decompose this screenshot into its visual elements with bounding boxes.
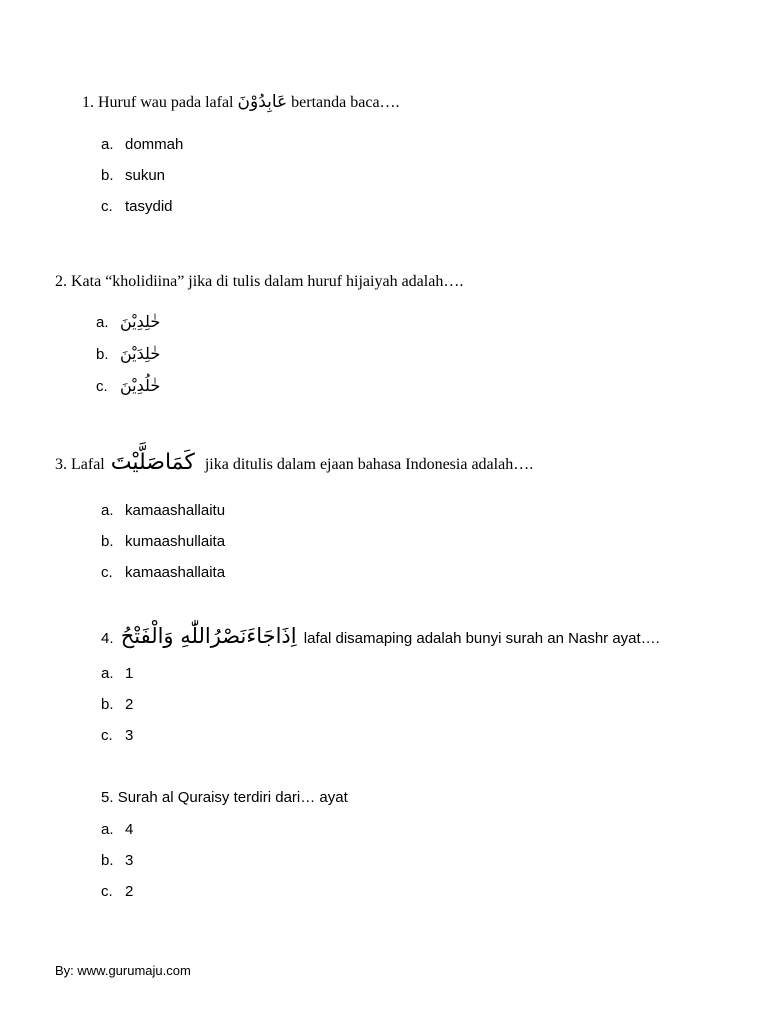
option-text: sukun: [125, 167, 166, 184]
option-label: a.: [96, 314, 109, 331]
option-5b: [101, 852, 133, 869]
option-label: b.: [101, 696, 114, 713]
option-label: a.: [101, 821, 114, 838]
question-text: Huruf wau pada lafal: [98, 94, 234, 111]
option-text: 4: [125, 821, 134, 838]
option-2c: [96, 376, 160, 395]
option-label: c.: [101, 727, 113, 744]
option-label: a.: [101, 665, 114, 682]
arabic-word: كَمَاصَلَّيْتَ: [110, 450, 195, 475]
option-label: b.: [101, 852, 114, 869]
option-4c: [101, 727, 133, 744]
question-text: lafal disamaping adalah bunyi surah an Nashr ayat….: [303, 630, 660, 647]
footer-credit: By: www.gurumaju.com: [55, 963, 191, 978]
option-label: b.: [101, 533, 114, 550]
option-2b: [96, 344, 160, 363]
question-1: [82, 92, 400, 112]
option-5c: [101, 883, 133, 900]
option-text: kumaashullaita: [125, 533, 226, 550]
option-label: b.: [96, 346, 109, 363]
question-number: 2.: [55, 273, 67, 290]
option-1b: [101, 167, 165, 184]
option-text: 3: [125, 852, 134, 869]
option-text: 3: [125, 727, 134, 744]
question-text: Lafal: [71, 456, 105, 473]
question-number: 1.: [82, 94, 94, 111]
option-3a: [101, 502, 225, 519]
arabic-word: عَابِدُوْنَ: [237, 92, 288, 112]
option-3c: [101, 564, 225, 581]
option-5a: [101, 821, 133, 838]
option-label: a.: [101, 502, 114, 519]
option-text: kamaashallaitu: [125, 502, 226, 519]
option-label: c.: [101, 198, 113, 215]
option-text: 1: [125, 665, 134, 682]
question-number: 4.: [101, 630, 114, 647]
option-text: kamaashallaita: [125, 564, 226, 581]
option-3b: [101, 533, 225, 550]
option-text: 2: [125, 883, 134, 900]
option-label: c.: [101, 883, 113, 900]
question-number: 3.: [55, 456, 67, 473]
question-3: [55, 450, 533, 475]
option-4b: [101, 696, 133, 713]
option-text: tasydid: [125, 198, 173, 215]
question-text: Kata “kholidiina” jika di tulis dalam huruf hijaiyah adalah….: [71, 273, 464, 290]
question-text: Surah al Quraisy terdiri dari… ayat: [117, 789, 348, 806]
option-label: c.: [101, 564, 113, 581]
option-text: خٰلِدِيْنَ: [120, 312, 161, 331]
option-4a: [101, 665, 133, 682]
option-text: dommah: [125, 136, 184, 153]
question-text: bertanda baca….: [291, 94, 400, 111]
option-1a: [101, 136, 183, 153]
option-text: 2: [125, 696, 134, 713]
question-number: 5.: [101, 789, 114, 806]
option-text: خٰلُدِيْنَ: [120, 376, 161, 395]
option-label: a.: [101, 136, 114, 153]
option-1c: [101, 198, 173, 215]
option-2a: [96, 312, 160, 331]
option-label: b.: [101, 167, 114, 184]
option-text: خٰلِدَيْنَ: [120, 344, 161, 363]
question-4: [101, 624, 660, 648]
question-5: [101, 789, 348, 806]
question-2: [55, 273, 463, 291]
question-text: jika ditulis dalam ejaan bahasa Indonesia adalah….: [204, 456, 534, 473]
arabic-verse: اِذَاجَاءَنَصْرُاللّٰهِ وَالْفَتْحُ: [120, 624, 297, 648]
option-label: c.: [96, 378, 108, 395]
